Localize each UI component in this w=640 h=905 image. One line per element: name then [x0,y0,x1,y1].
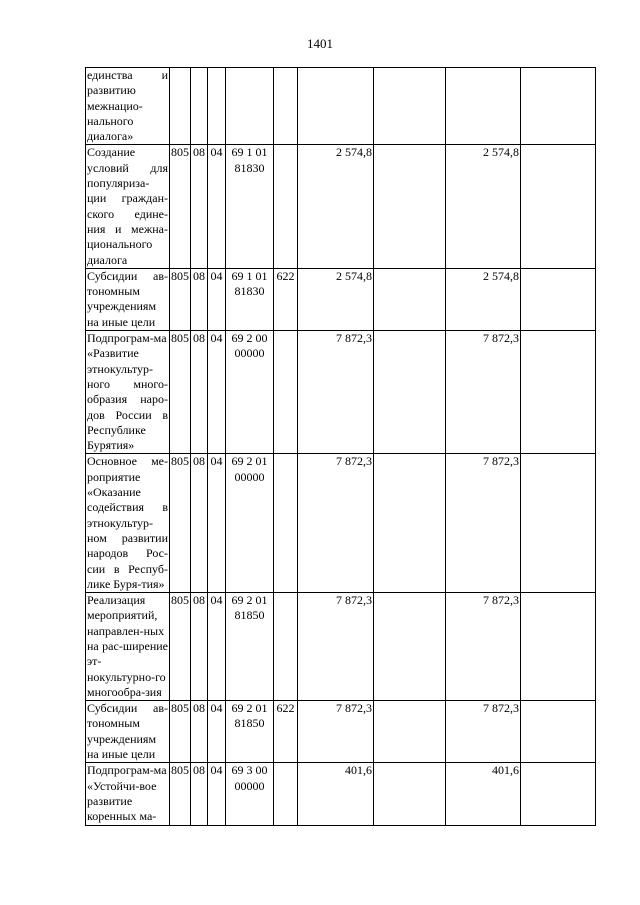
section-code-cell: 08 [191,331,208,454]
amount-cell-2 [374,331,446,454]
table-body [86,68,596,826]
table-row [86,68,596,145]
section-code-cell: 08 [191,454,208,593]
amount-cell-4 [521,68,596,145]
amount-cell-3: 7 872,3 [446,454,521,593]
budget-table [85,67,596,826]
section-code-cell: 08 [191,763,208,825]
amount-cell-1: 401,6 [298,763,374,825]
amount-cell-4 [521,701,596,763]
admin-code-cell: 805 [170,454,191,593]
table-row [86,593,596,701]
amount-cell-2 [374,145,446,268]
expense-type-cell [274,331,298,454]
amount-cell-1: 7 872,3 [298,454,374,593]
subsection-code-cell [208,68,226,145]
table-row [86,268,596,330]
amount-cell-4 [521,145,596,268]
amount-cell-3: 2 574,8 [446,268,521,330]
admin-code-cell: 805 [170,145,191,268]
amount-cell-1: 2 574,8 [298,268,374,330]
target-article-cell: 69 2 01 81850 [226,593,274,701]
admin-code-cell: 805 [170,331,191,454]
amount-cell-2 [374,593,446,701]
table-row [86,763,596,825]
target-article-cell: 69 2 00 00000 [226,331,274,454]
amount-cell-2 [374,454,446,593]
subsection-code-cell: 04 [208,593,226,701]
subsection-code-cell: 04 [208,331,226,454]
target-article-cell: 69 1 01 81830 [226,145,274,268]
subsection-code-cell: 04 [208,145,226,268]
amount-cell-3: 7 872,3 [446,701,521,763]
amount-cell-2 [374,268,446,330]
expense-type-cell [274,763,298,825]
target-article-cell: 69 2 01 00000 [226,454,274,593]
row-name-cell: Субсидии ав-тономным учреждениям на иные цели [87,701,168,762]
amount-cell-1: 7 872,3 [298,593,374,701]
table-row [86,145,596,268]
table-row [86,331,596,454]
amount-cell-4 [521,268,596,330]
subsection-code-cell: 04 [208,701,226,763]
target-article-cell [226,68,274,145]
row-name-cell: единства и развитию межнацио-нального диалога» [87,68,168,144]
amount-cell-3: 7 872,3 [446,331,521,454]
row-name-cell: Подпрограм-ма «Устойчи-вое развитие коренных ма- [86,763,170,825]
amount-cell-4 [521,331,596,454]
amount-cell-1: 7 872,3 [298,331,374,454]
admin-code-cell: 805 [170,701,191,763]
row-name-cell: Субсидии ав-тономным учреждениям на иные цели [87,268,168,329]
row-name-cell: Реализация мероприятий, направлен-ных на рас-ширение эт-нокультурно-го многообра-зия [87,593,168,699]
amount-cell-2 [374,763,446,825]
section-code-cell: 08 [191,145,208,268]
admin-code-cell: 805 [170,593,191,701]
expense-type-cell [274,593,298,701]
row-name-cell: Основное ме-роприятие «Оказание содействия в этнокультур-ном развитии народов Рос-сии в Респуб-лике Буря-тия» [87,454,168,591]
amount-cell-1: 2 574,8 [298,145,374,268]
page-number: 1401 [307,36,333,51]
subsection-code-cell: 04 [208,454,226,593]
section-code-cell: 08 [191,701,208,763]
table-row [86,701,596,763]
table-row [86,454,596,593]
admin-code-cell [170,68,191,145]
amount-cell-1: 7 872,3 [298,701,374,763]
expense-type-cell [274,145,298,268]
section-code-cell: 08 [191,268,208,330]
amount-cell-2 [374,68,446,145]
amount-cell-3 [446,68,521,145]
expense-type-cell: 622 [274,701,298,763]
amount-cell-2 [374,701,446,763]
subsection-code-cell: 04 [208,268,226,330]
target-article-cell: 69 3 00 00000 [226,763,274,825]
amount-cell-3: 7 872,3 [446,593,521,701]
expense-type-cell: 622 [274,268,298,330]
expense-type-cell [274,454,298,593]
amount-cell-3: 2 574,8 [446,145,521,268]
amount-cell-4 [521,763,596,825]
admin-code-cell: 805 [170,763,191,825]
admin-code-cell: 805 [170,268,191,330]
amount-cell-3: 401,6 [446,763,521,825]
amount-cell-4 [521,593,596,701]
expense-type-cell [274,68,298,145]
amount-cell-4 [521,454,596,593]
subsection-code-cell: 04 [208,763,226,825]
target-article-cell: 69 2 01 81850 [226,701,274,763]
row-name-cell: Подпрограм-ма «Развитие этнокультур-ного много-образия наро-дов России в Республике Бурятия» [87,331,168,453]
section-code-cell [191,68,208,145]
target-article-cell: 69 1 01 81830 [226,268,274,330]
row-name-cell: Создание условий для популяриза-ции граждан-ского едине-ния и межна-ционального диалога [87,145,168,267]
amount-cell-1 [298,68,374,145]
section-code-cell: 08 [191,593,208,701]
